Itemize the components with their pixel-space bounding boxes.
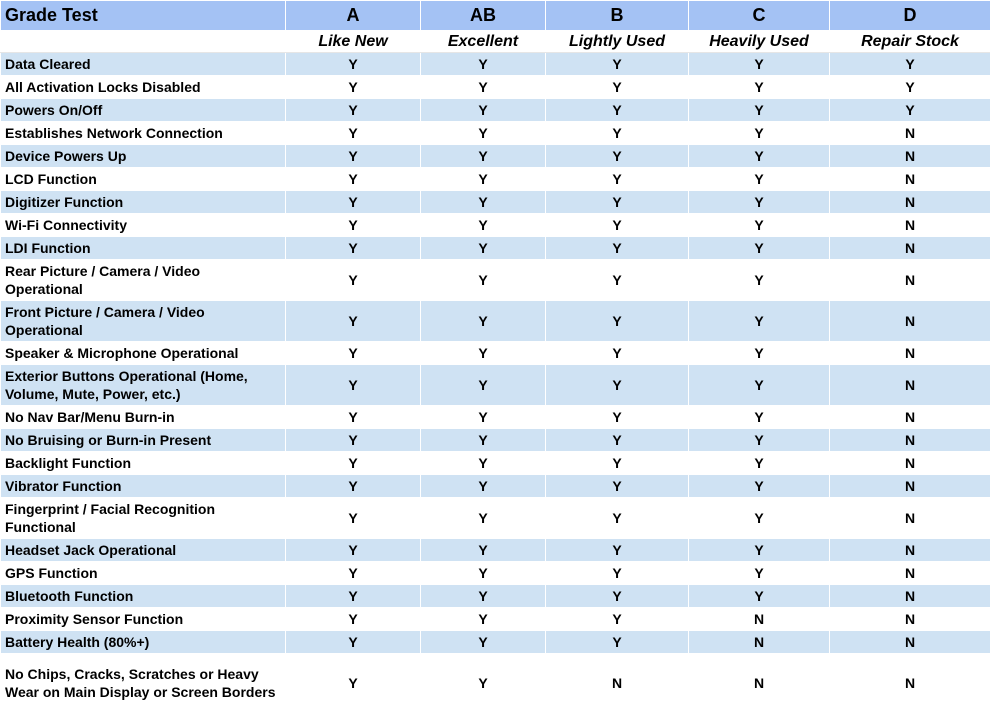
table-row [1,122,990,145]
grade-ab-value: Y [421,53,546,76]
table-row [1,99,990,122]
grade-c-value: Y [689,585,830,608]
grade-c-value: Y [689,452,830,475]
grade-a-value: Y [286,214,421,237]
test-name-cell: Powers On/Off [1,99,286,122]
grade-a-label: Like New [286,31,421,53]
grade-c-value: Y [689,406,830,429]
grade-c-value: Y [689,475,830,498]
test-name-cell: Rear Picture / Camera / Video Operational [1,260,286,301]
grade-d-value: N [830,452,990,475]
grade-d-value: N [830,498,990,539]
grade-a-value: Y [286,342,421,365]
test-name-cell: Device Powers Up [1,145,286,168]
grade-ab-value: Y [421,237,546,260]
grade-ab-value: Y [421,191,546,214]
grade-a-value: Y [286,365,421,406]
table-row [1,452,990,475]
test-rows [1,53,990,713]
test-name-cell: Fingerprint / Facial Recognition Functional [1,498,286,539]
table-row [1,191,990,214]
grade-c-value: Y [689,53,830,76]
grade-b-value: Y [546,475,689,498]
grade-c-value: Y [689,237,830,260]
grade-a-value: Y [286,475,421,498]
test-name-cell: GPS Function [1,562,286,585]
grade-a-value: Y [286,76,421,99]
grade-b-value: Y [546,452,689,475]
grade-a-value: Y [286,122,421,145]
table-row [1,145,990,168]
grade-d-value: N [830,191,990,214]
grade-ab-value: Y [421,452,546,475]
grade-b-value: Y [546,191,689,214]
grade-ab-value: Y [421,342,546,365]
table-row [1,76,990,99]
grade-a-value: Y [286,260,421,301]
table-row [1,631,990,654]
grade-b-value: Y [546,429,689,452]
grade-a-value: Y [286,631,421,654]
grade-b-value: Y [546,608,689,631]
table-row [1,214,990,237]
grade-d-value: N [830,608,990,631]
grade-test-title: Grade Test [1,1,286,31]
table-row [1,429,990,452]
grade-ab-value: Y [421,631,546,654]
test-name-cell: All Activation Locks Disabled [1,76,286,99]
label-spacer [1,31,286,53]
grade-a-value: Y [286,168,421,191]
grade-b-value: Y [546,76,689,99]
grade-ab-value: Y [421,539,546,562]
test-name-cell: Vibrator Function [1,475,286,498]
grade-d-value: N [830,475,990,498]
table-row [1,168,990,191]
grade-c-value: Y [689,191,830,214]
grade-ab-value: Y [421,76,546,99]
grade-d-value: Y [830,53,990,76]
test-name-cell: Proximity Sensor Function [1,608,286,631]
table-row [1,654,990,713]
table-row [1,237,990,260]
grade-d-label: Repair Stock [830,31,990,53]
grade-ab-value: Y [421,429,546,452]
grade-ab-value: Y [421,585,546,608]
grade-b-value: Y [546,539,689,562]
grade-b-header: B [546,1,689,31]
grade-c-value: Y [689,122,830,145]
test-name-cell: Speaker & Microphone Operational [1,342,286,365]
grade-b-value: Y [546,585,689,608]
table-row [1,342,990,365]
grade-a-value: Y [286,452,421,475]
grade-ab-value: Y [421,475,546,498]
grade-b-value: Y [546,631,689,654]
table-row [1,301,990,342]
grade-ab-value: Y [421,608,546,631]
grade-ab-value: Y [421,99,546,122]
grade-ab-value: Y [421,214,546,237]
grade-c-value: Y [689,214,830,237]
grade-c-value: Y [689,342,830,365]
grade-c-value: Y [689,76,830,99]
grade-a-value: Y [286,406,421,429]
test-name-cell: No Chips, Cracks, Scratches or Heavy Wear on Main Display or Screen Borders [1,654,286,713]
test-name-cell: Exterior Buttons Operational (Home, Volume, Mute, Power, etc.) [1,365,286,406]
grade-c-value: Y [689,562,830,585]
grade-d-value: N [830,562,990,585]
grade-c-value: N [689,631,830,654]
grade-c-value: Y [689,260,830,301]
grade-ab-value: Y [421,365,546,406]
grade-b-value: Y [546,99,689,122]
table-row [1,475,990,498]
grade-ab-label: Excellent [421,31,546,53]
grade-a-value: Y [286,53,421,76]
grade-d-value: N [830,406,990,429]
grade-label-row [1,31,990,53]
test-name-cell: Wi-Fi Connectivity [1,214,286,237]
grade-d-value: N [830,585,990,608]
grade-d-header: D [830,1,990,31]
grade-a-value: Y [286,608,421,631]
grade-d-value: Y [830,99,990,122]
grade-c-value: Y [689,539,830,562]
grade-a-value: Y [286,654,421,713]
grade-c-value: Y [689,168,830,191]
grade-d-value: N [830,168,990,191]
test-name-cell: Bluetooth Function [1,585,286,608]
grade-a-value: Y [286,191,421,214]
grade-ab-value: Y [421,654,546,713]
grade-d-value: N [830,631,990,654]
grade-b-value: Y [546,301,689,342]
grade-ab-value: Y [421,145,546,168]
table-row [1,562,990,585]
grade-c-value: Y [689,498,830,539]
grade-d-value: N [830,365,990,406]
grade-header-row [1,1,990,31]
grade-d-value: N [830,654,990,713]
grade-b-value: Y [546,365,689,406]
test-name-cell: No Nav Bar/Menu Burn-in [1,406,286,429]
grade-b-value: Y [546,53,689,76]
table-row [1,406,990,429]
grade-a-value: Y [286,429,421,452]
grade-c-label: Heavily Used [689,31,830,53]
test-name-cell: Data Cleared [1,53,286,76]
grade-ab-value: Y [421,260,546,301]
grade-a-value: Y [286,301,421,342]
grade-b-value: Y [546,406,689,429]
table-row [1,260,990,301]
grade-c-value: Y [689,301,830,342]
grade-d-value: N [830,122,990,145]
grade-c-value: Y [689,429,830,452]
table-row [1,539,990,562]
test-name-cell: LDI Function [1,237,286,260]
grade-b-value: Y [546,498,689,539]
grade-a-value: Y [286,585,421,608]
test-name-cell: Backlight Function [1,452,286,475]
test-name-cell: Establishes Network Connection [1,122,286,145]
grade-d-value: N [830,260,990,301]
grade-a-value: Y [286,539,421,562]
test-name-cell: Battery Health (80%+) [1,631,286,654]
test-name-cell: Digitizer Function [1,191,286,214]
grade-ab-value: Y [421,498,546,539]
table-row [1,585,990,608]
table-row [1,498,990,539]
grade-ab-value: Y [421,562,546,585]
grade-ab-value: Y [421,406,546,429]
grade-c-value: N [689,654,830,713]
grade-a-value: Y [286,145,421,168]
grade-d-value: Y [830,76,990,99]
grade-b-value: Y [546,562,689,585]
grade-a-value: Y [286,562,421,585]
grade-b-value: Y [546,145,689,168]
test-name-cell: Headset Jack Operational [1,539,286,562]
grade-c-value: Y [689,99,830,122]
grade-b-value: Y [546,122,689,145]
grade-c-value: N [689,608,830,631]
test-name-cell: Front Picture / Camera / Video Operational [1,301,286,342]
grade-d-value: N [830,429,990,452]
grade-d-value: N [830,342,990,365]
test-name-cell: LCD Function [1,168,286,191]
grade-d-value: N [830,145,990,168]
table-row [1,365,990,406]
grade-ab-header: AB [421,1,546,31]
grade-a-value: Y [286,237,421,260]
grade-ab-value: Y [421,301,546,342]
grade-d-value: N [830,539,990,562]
table-row [1,608,990,631]
grade-c-value: Y [689,365,830,406]
grade-b-value: Y [546,342,689,365]
grade-b-value: Y [546,260,689,301]
grade-a-value: Y [286,99,421,122]
grade-b-value: N [546,654,689,713]
grade-a-value: Y [286,498,421,539]
grade-b-label: Lightly Used [546,31,689,53]
grade-c-header: C [689,1,830,31]
grade-d-value: N [830,301,990,342]
grade-d-value: N [830,237,990,260]
grade-c-value: Y [689,145,830,168]
grade-ab-value: Y [421,168,546,191]
grade-a-header: A [286,1,421,31]
grade-b-value: Y [546,168,689,191]
grade-b-value: Y [546,214,689,237]
grade-b-value: Y [546,237,689,260]
grade-ab-value: Y [421,122,546,145]
test-name-cell: No Bruising or Burn-in Present [1,429,286,452]
grade-d-value: N [830,214,990,237]
table-row [1,53,990,76]
